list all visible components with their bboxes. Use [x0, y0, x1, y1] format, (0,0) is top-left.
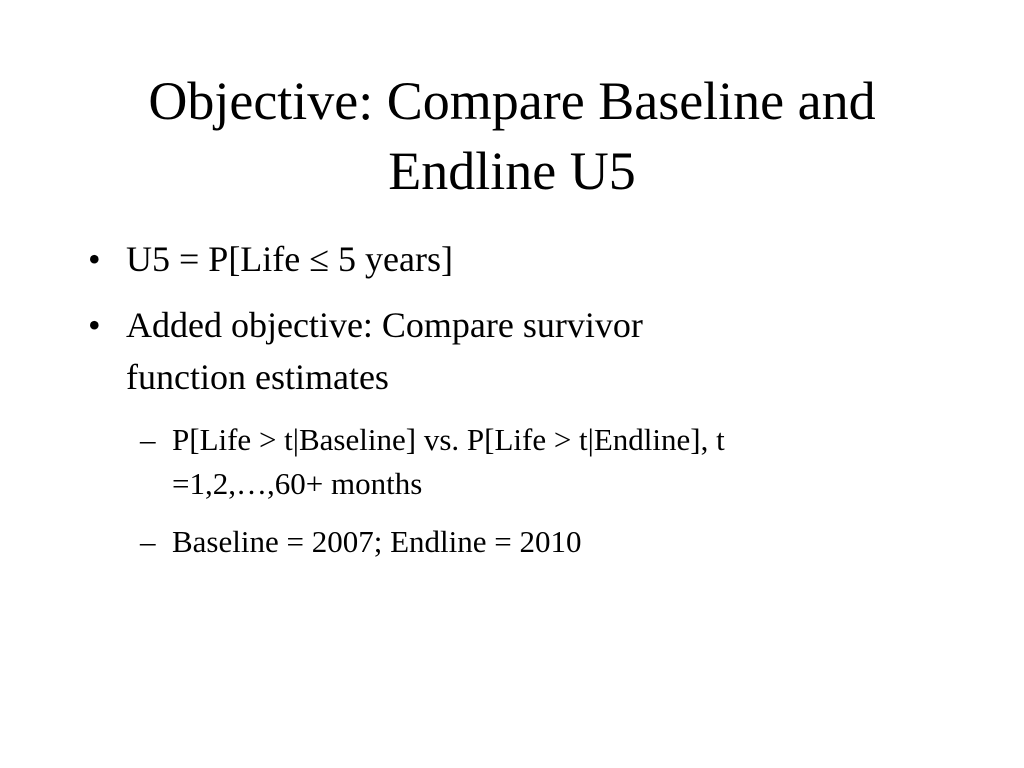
sub-bullet-text: Baseline = 2007; Endline = 2010 [172, 524, 582, 559]
sub-bullet-item-comparison [140, 418, 930, 506]
bullet-text-line-2: function estimates [126, 357, 389, 397]
slide-title [60, 66, 964, 206]
bullet-marker: • [88, 305, 101, 345]
bullet-item-added-objective [84, 299, 944, 403]
bullet-list [84, 233, 944, 417]
bullet-text-line-1: Added objective: Compare survivor [126, 305, 643, 345]
sub-bullet-list [140, 418, 930, 578]
sub-bullet-text-line-1: P[Life > t|Baseline] vs. P[Life > t|Endline], t [172, 422, 725, 457]
bullet-text: U5 = P[Life ≤ 5 years] [126, 239, 453, 279]
slide-title-line-1: Objective: Compare Baseline and [148, 71, 876, 131]
bullet-marker: • [88, 239, 101, 279]
sub-bullet-item-years [140, 520, 930, 564]
slide-title-line-2: Endline U5 [388, 141, 636, 201]
sub-bullet-marker: – [140, 524, 156, 559]
sub-bullet-marker: – [140, 422, 156, 457]
bullet-item-u5-definition [84, 233, 944, 285]
sub-bullet-text-line-2: =1,2,…,60+ months [172, 466, 423, 501]
